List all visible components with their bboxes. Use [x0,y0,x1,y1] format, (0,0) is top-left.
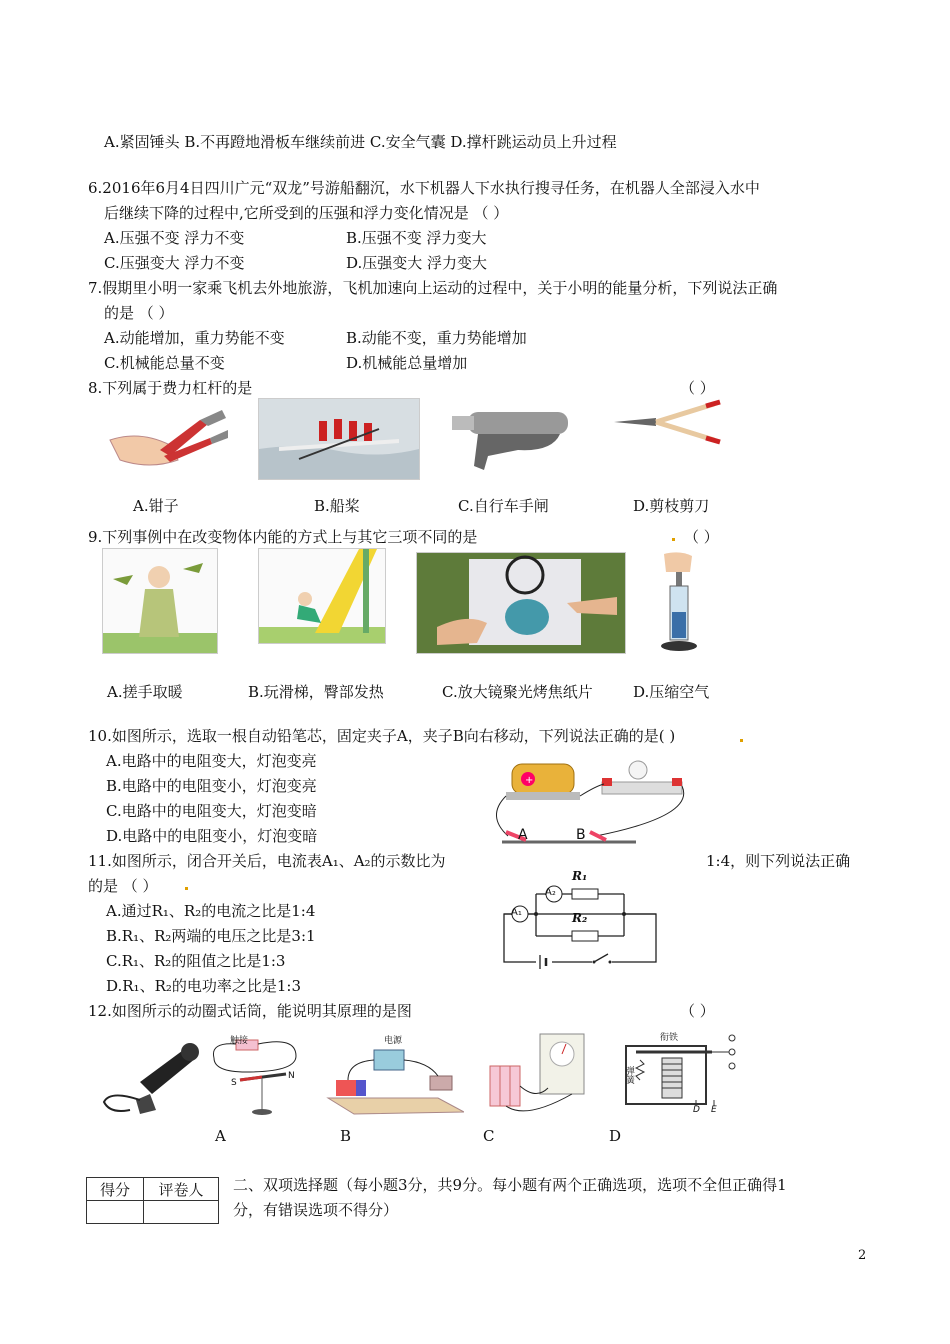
q6-stem-line2: 后继续下降的过程中,它所受到的压强和浮力变化情况是 （ ） [104,204,509,222]
q11-option-c: C.R₁、R₂的阻值之比是1:3 [106,952,286,970]
q11-option-b: B.R₁、R₂两端的电压之比是3:1 [106,927,316,945]
stray-mark [672,538,675,541]
q8-image-shears [610,398,722,448]
section2-heading-line1: 二、双项选择题（每小题3分，共9分。每小题有两个正确选项，选项不全但正确得1 [233,1176,787,1194]
q7-stem-line1: 7.假期里小明一家乘飞机去外地旅游，飞机加速向上运动的过程中，关于小明的能量分析，下列说法正确 [88,279,778,297]
q9-caption-d: D.压缩空气 [633,683,710,701]
q7-option-b: B.动能不变，重力势能增加 [346,329,527,347]
q12-fig-a-n-label: N [288,1071,295,1081]
q12-fig-b-power-label: 电源 [384,1036,403,1046]
q8-answer-paren: （ ） [680,379,715,397]
q9-image-rubbing-hands [102,548,218,654]
q8-stem: 8.下列属于费力杠杆的是 [88,379,253,397]
q12-label-d: D [609,1127,622,1145]
q12-fig-a-s-label: S [231,1078,237,1088]
q8-image-pliers [100,400,232,478]
q9-answer-paren: （ ） [684,528,719,546]
q9-caption-a: A.搓手取暖 [107,683,183,701]
q12-figure-b-motor [318,1036,464,1120]
q6-stem-line1: 6.2016年6月4日四川广元“双龙”号游船翻沉，水下机器人下水执行搜寻任务，在机器人全部浸入水中 [88,179,760,197]
stray-mark [740,739,743,742]
q12-label-b: B [340,1127,352,1145]
q11-resistor-r2-label: R₂ [572,911,588,925]
q8-caption-b: B.船桨 [314,497,360,515]
q11-stem: 11.如图所示，闭合开关后，电流表A₁、A₂的示数比为 [88,852,446,870]
q12-image-microphone [100,1040,204,1116]
q10-option-d: D.电路中的电阻变小，灯泡变暗 [106,827,318,845]
q11-resistor-r1-label: R₁ [572,869,588,883]
q10-option-a: A.电路中的电阻变大，灯泡变亮 [106,752,317,770]
q12-fig-d-e-label: E [711,1105,717,1115]
q9-stem: 9.下列事例中在改变物体内能的方式上与其它三项不同的是 [88,528,478,546]
q9-caption-c: C.放大镜聚光烤焦纸片 [442,683,593,701]
q8-caption-c: C.自行车手闸 [458,497,549,515]
q12-figure-c-generator [486,1030,590,1122]
q9-caption-b: B.玩滑梯，臀部发热 [248,683,384,701]
q12-stem: 12.如图所示的动圈式话筒，能说明其原理的是图 [88,1002,412,1020]
grader-header: 评卷人 [144,1178,219,1201]
q6-option-c: C.压强变大 浮力不变 [104,254,245,272]
q11-ammeter-a2-label: A₂ [545,887,556,898]
q7-option-a: A.动能增加，重力势能不变 [104,329,285,347]
stray-mark [185,887,188,890]
score-table [86,1177,219,1224]
q9-image-slide [258,548,386,644]
q12-fig-d-spring-label: 弹簧 [624,1066,634,1084]
q11-ammeter-a1-label: A₁ [511,907,522,918]
q12-fig-a-touch-label: 触接 [230,1036,249,1046]
q12-fig-d-d-label: D [693,1105,700,1115]
q8-caption-d: D.剪枝剪刀 [633,497,710,515]
q6-option-d: D.压强变大 浮力变大 [346,254,488,272]
q6-option-b: B.压强不变 浮力变大 [346,229,487,247]
q11-stem-ratio: 1:4，则下列说法正确 [706,852,851,870]
q7-option-d: D.机械能总量增加 [346,354,468,372]
q10-option-b: B.电路中的电阻变小，灯泡变亮 [106,777,317,795]
q12-figure-d-relay [622,1030,746,1116]
q11-option-a: A.通过R₁、R₂的电流之比是1:4 [106,902,316,920]
q9-image-magnifier [416,552,626,654]
q10-label-clip-a: A [518,827,528,843]
q8-image-rowing [258,398,420,480]
q7-option-c: C.机械能总量不变 [104,354,225,372]
q12-answer-paren: （ ） [680,1002,715,1020]
q7-stem-line2: 的是 （ ） [104,304,174,322]
q12-label-a: A [215,1127,226,1145]
q12-label-c: C [483,1127,495,1145]
q5-options: A.紧固锤头 B.不再蹬地滑板车继续前进 C.安全气囊 D.撑杆跳运动员上升过程 [104,133,617,151]
q11-option-d: D.R₁、R₂的电功率之比是1:3 [106,977,302,995]
q9-image-compress-air [654,550,704,654]
score-header: 得分 [87,1178,144,1201]
q8-image-bike-brake [448,404,572,476]
svg-text:+: + [525,775,534,786]
grader-cell[interactable] [144,1201,219,1224]
q10-label-clip-b: B [576,827,586,843]
q10-stem: 10.如图所示，选取一根自动铅笔芯，固定夹子A，夹子B向右移动，下列说法正确的是( ) [88,727,676,745]
page-number: 2 [858,1248,867,1263]
q10-circuit-figure [486,756,692,848]
section2-heading-line2: 分，有错误选项不得分） [233,1201,399,1219]
q6-option-a: A.压强不变 浮力不变 [104,229,245,247]
score-cell[interactable] [87,1201,144,1224]
q8-caption-a: A.钳子 [133,497,179,515]
q11-stem-line2: 的是 （ ） [88,877,158,895]
q10-option-c: C.电路中的电阻变大，灯泡变暗 [106,802,317,820]
q12-fig-d-armature-label: 衔铁 [660,1033,679,1043]
